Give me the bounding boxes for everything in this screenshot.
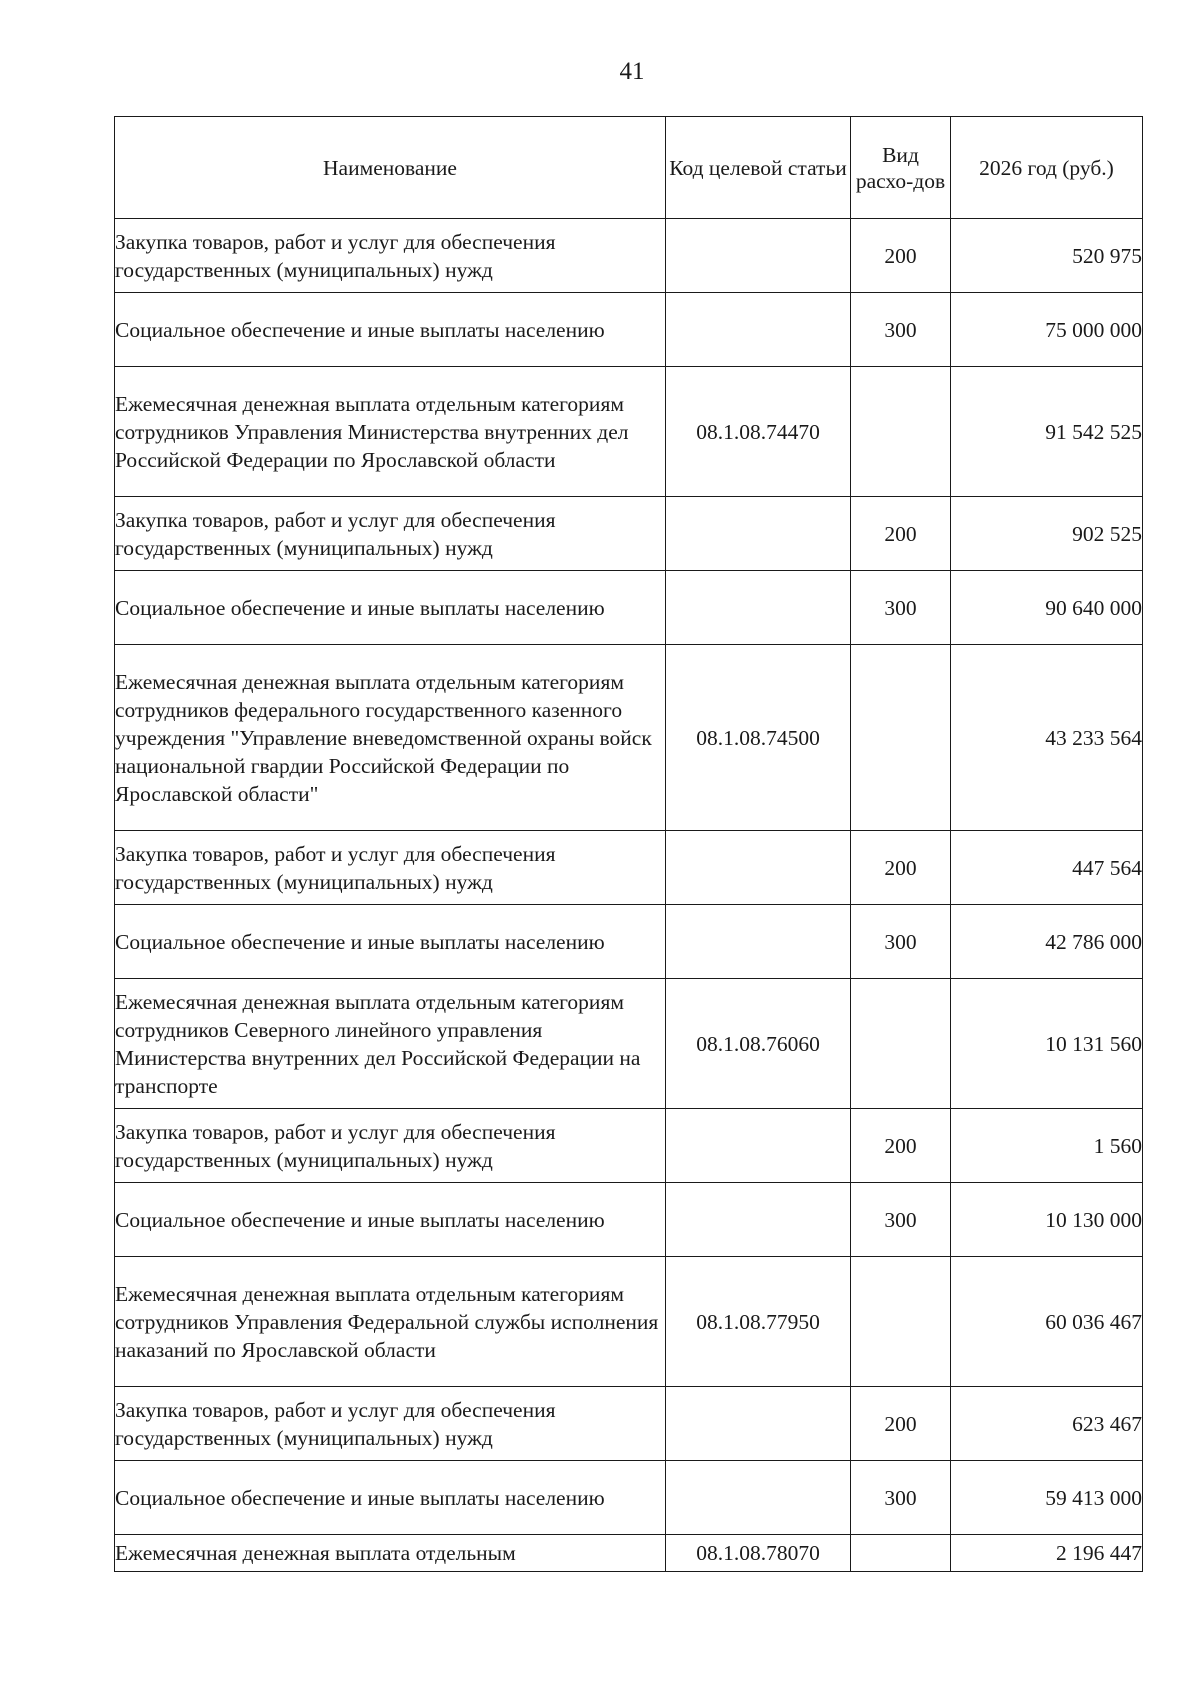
cell-type [851, 645, 951, 831]
cell-code [666, 905, 851, 979]
cell-code [666, 1387, 851, 1461]
table-header [115, 117, 1143, 219]
cell-name: Закупка товаров, работ и услуг для обеспечения государственных (муниципальных) нужд [115, 219, 666, 293]
table-row [115, 293, 1143, 367]
cell-amount: 1 560 [951, 1109, 1143, 1183]
cell-type [851, 1257, 951, 1387]
cell-type: 300 [851, 293, 951, 367]
cell-name: Социальное обеспечение и иные выплаты населению [115, 1183, 666, 1257]
cell-code: 08.1.08.74470 [666, 367, 851, 497]
table-row [115, 905, 1143, 979]
cell-name: Закупка товаров, работ и услуг для обеспечения государственных (муниципальных) нужд [115, 1109, 666, 1183]
header-name: Наименование [115, 117, 666, 219]
cell-amount: 2 196 447 [951, 1535, 1143, 1572]
header-row [115, 117, 1143, 219]
cell-code: 08.1.08.76060 [666, 979, 851, 1109]
table-row [115, 831, 1143, 905]
cell-code [666, 497, 851, 571]
cell-type [851, 979, 951, 1109]
cell-type [851, 1535, 951, 1572]
cell-code [666, 219, 851, 293]
cell-code [666, 831, 851, 905]
cell-amount: 520 975 [951, 219, 1143, 293]
cell-type: 300 [851, 1461, 951, 1535]
cell-amount: 59 413 000 [951, 1461, 1143, 1535]
table-row [115, 1387, 1143, 1461]
cell-code [666, 1109, 851, 1183]
header-type: Вид расхо-дов [851, 117, 951, 219]
cell-amount: 10 131 560 [951, 979, 1143, 1109]
cell-name: Закупка товаров, работ и услуг для обеспечения государственных (муниципальных) нужд [115, 831, 666, 905]
table-row [115, 1257, 1143, 1387]
table-row [115, 1535, 1143, 1572]
header-amount: 2026 год (руб.) [951, 117, 1143, 219]
cell-amount: 60 036 467 [951, 1257, 1143, 1387]
table-row [115, 219, 1143, 293]
table-row [115, 1461, 1143, 1535]
table-row [115, 979, 1143, 1109]
cell-code: 08.1.08.77950 [666, 1257, 851, 1387]
cell-type: 200 [851, 1109, 951, 1183]
cell-name: Закупка товаров, работ и услуг для обеспечения государственных (муниципальных) нужд [115, 497, 666, 571]
cell-name: Социальное обеспечение и иные выплаты населению [115, 293, 666, 367]
cell-name: Ежемесячная денежная выплата отдельным категориям сотрудников Управления Министерства внутренних дел Российской Федерации по Ярославской области [115, 367, 666, 497]
cell-name: Ежемесячная денежная выплата отдельным категориям сотрудников Северного линейного управления Министерства внутренних дел Российской Федерации на транспорте [115, 979, 666, 1109]
cell-name: Ежемесячная денежная выплата отдельным категориям сотрудников Управления Федеральной службы исполнения наказаний по Ярославской области [115, 1257, 666, 1387]
table-row [115, 1183, 1143, 1257]
budget-table [114, 116, 1143, 1572]
table-row [115, 571, 1143, 645]
cell-type: 200 [851, 497, 951, 571]
cell-type: 300 [851, 571, 951, 645]
cell-amount: 623 467 [951, 1387, 1143, 1461]
table-row [115, 1109, 1143, 1183]
table-row [115, 367, 1143, 497]
cell-type [851, 367, 951, 497]
cell-name: Социальное обеспечение и иные выплаты населению [115, 1461, 666, 1535]
cell-amount: 902 525 [951, 497, 1143, 571]
cell-code [666, 293, 851, 367]
cell-code [666, 1461, 851, 1535]
cell-type: 200 [851, 831, 951, 905]
cell-name: Ежемесячная денежная выплата отдельным категориям сотрудников федерального государственного казенного учреждения "Управление вневедомственной охраны войск национальной гвардии Российской Федерации по Ярославской области" [115, 645, 666, 831]
table-row [115, 497, 1143, 571]
table-body [115, 219, 1143, 1572]
cell-name: Закупка товаров, работ и услуг для обеспечения государственных (муниципальных) нужд [115, 1387, 666, 1461]
cell-name: Социальное обеспечение и иные выплаты населению [115, 905, 666, 979]
cell-type: 300 [851, 1183, 951, 1257]
cell-name: Социальное обеспечение и иные выплаты населению [115, 571, 666, 645]
cell-code [666, 571, 851, 645]
cell-amount: 91 542 525 [951, 367, 1143, 497]
cell-amount: 90 640 000 [951, 571, 1143, 645]
cell-amount: 75 000 000 [951, 293, 1143, 367]
cell-amount: 447 564 [951, 831, 1143, 905]
cell-amount: 10 130 000 [951, 1183, 1143, 1257]
cell-amount: 43 233 564 [951, 645, 1143, 831]
cell-code [666, 1183, 851, 1257]
page-number: 41 [619, 58, 645, 85]
header-code: Код целевой статьи [666, 117, 851, 219]
cell-code: 08.1.08.74500 [666, 645, 851, 831]
cell-type: 200 [851, 219, 951, 293]
table-row [115, 645, 1143, 831]
cell-code: 08.1.08.78070 [666, 1535, 851, 1572]
cell-type: 300 [851, 905, 951, 979]
cell-amount: 42 786 000 [951, 905, 1143, 979]
cell-type: 200 [851, 1387, 951, 1461]
cell-name: Ежемесячная денежная выплата отдельным [115, 1535, 666, 1572]
